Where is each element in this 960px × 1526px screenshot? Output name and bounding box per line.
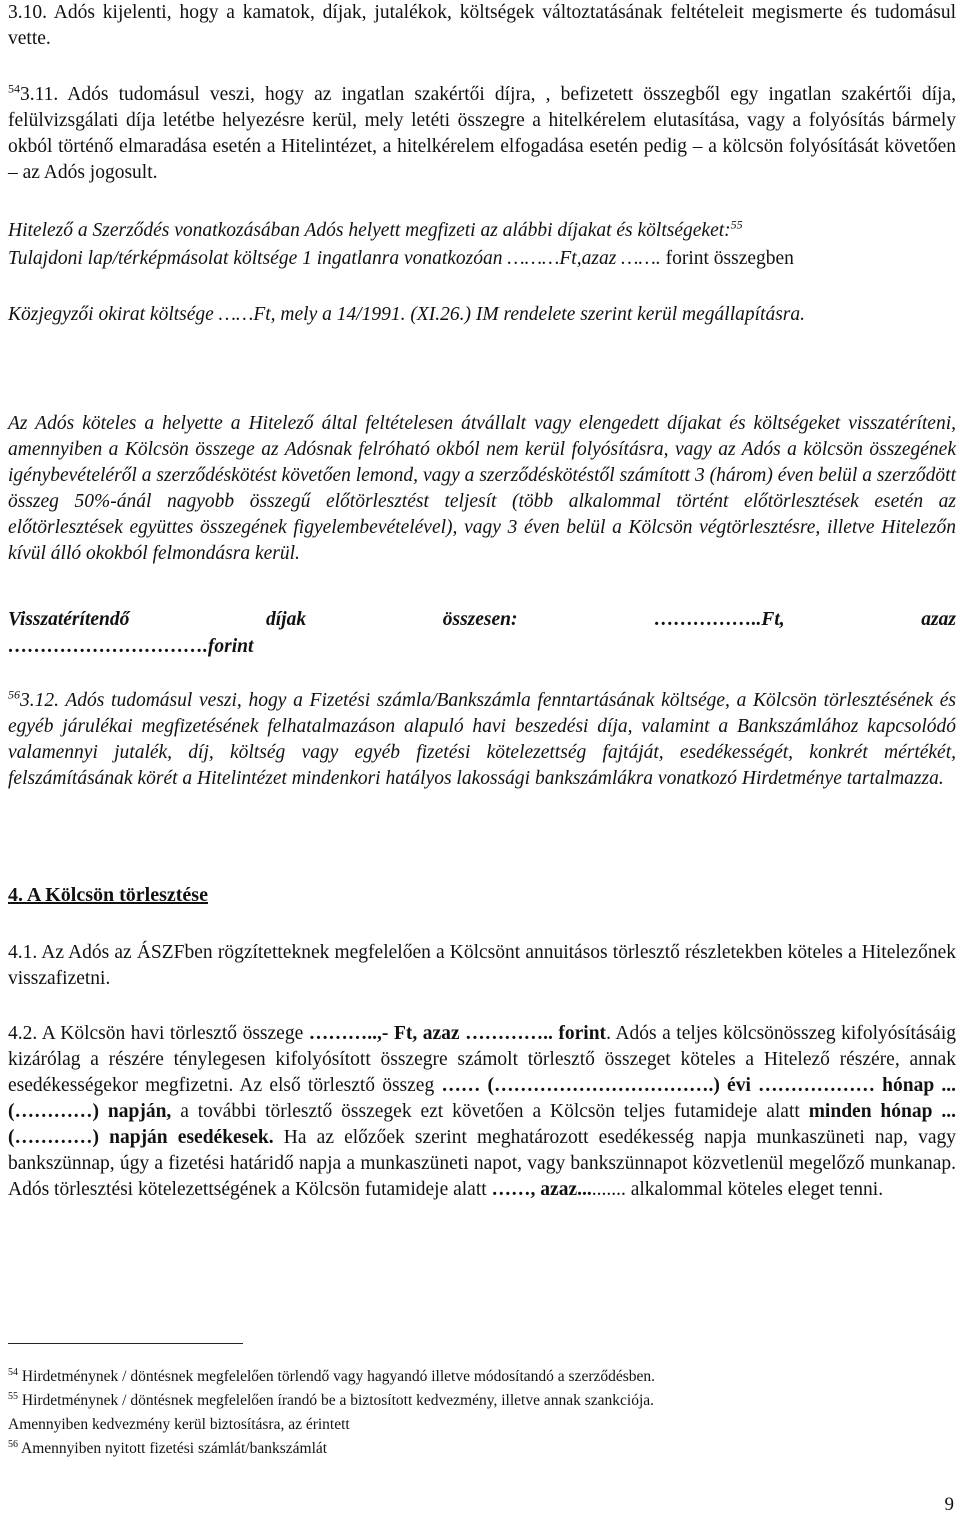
clause-3-11-text: 3.11. Adós tudomásul veszi, hogy az ingatlan szakértői díjra, , befizetett összegből egy ingatlan szakértői díja, felülvizsgálati díja letétbe helyezésre kerül, mely letéti összegre a hitelkérelem elutasítása, vagy a folyósítás bármely okból történő elmaradása esetén a Hitelintézet, a hitelkérelem elfogadása esetén pedig – a kölcsön folyósítását követően – az Adós jogosult. [8, 84, 956, 183]
footnote-text: Amennyiben nyitott fizetési számlát/bankszámlát [21, 1440, 328, 1457]
clause-4-2 [8, 1021, 956, 1203]
footnote-divider [8, 1343, 243, 1344]
footnote-55 [8, 1390, 956, 1411]
hitelezo-intro-text: Hitelező a Szerződés vonatkozásában Adós helyett megfizeti az alábbi díjakat és költségeket: [8, 220, 731, 241]
section-heading-4: 4. A Kölcsön törlesztése [8, 884, 208, 906]
footnote-56 [8, 1438, 956, 1459]
monthly-due-day: minden hónap ... (…………) napján esedékesek. [8, 1101, 956, 1148]
footnote-ref-55: 55 [730, 217, 743, 232]
clause-3-10: 3.10. Adós kijelenti, hogy a kamatok, díjak, jutalékok, költségek változtatásának feltételeit megismerte és tudomásul vette. [8, 2, 956, 49]
hitelezo-intro [8, 218, 956, 244]
footnote-mark: 55 [8, 1390, 18, 1402]
tulajdoni-lap-text: Tulajdoni lap/térképmásolat költsége 1 ingatlanra vonatkozóan ………Ft,azaz ……. [8, 248, 661, 269]
footnote-mark: 54 [8, 1366, 18, 1378]
clause-4-2-text-4: Ha az előzőek szerint meghatározott esedékesség napja munkaszüneti nap, vagy bankszünnap, úgy a fizetési határidő napja a munkaszüneti napot, vagy bankszünnapot közvetlenül megelőző munkanap. Adós törlesztési kötelezettségének a Kölcsön futamideje alatt [8, 1127, 956, 1200]
clause-4-2-text-3: a további törlesztő összegek ezt követően a Kölcsön teljes futamideje alatt [171, 1101, 809, 1122]
first-installment-date: …… (…………………………….) évi ……………… hónap ... (…………) napján, [8, 1075, 956, 1122]
visszateritendo-dijak-forint: ………………………….forint [8, 636, 254, 657]
footnote-ref-56: 56 [8, 687, 20, 702]
footnote-54 [8, 1366, 956, 1387]
clause-3-12-text: 3.12. Adós tudomásul veszi, hogy a Fizetési számla/Bankszámla fenntartásának költsége, a Kölcsön törlesztésének és egyéb járulékai megfizetésének felhatalmazáson alapuló havi beszedési díja, valamint a Bankszámlához kapcsolódó valamennyi jutalék, díj, költség vagy egyéb fizetési kötelezettség fajtáját, esedékességét, konkrét mértékét, felszámításának körét a Hitelintézet mindenkori hatályos lakossági bankszámlákra vonatkozó Hirdetménye tartalmazza. [8, 690, 956, 789]
clause-4-2-text-5: ....... alkalommal köteles eleget tenni. [591, 1179, 884, 1200]
clause-3-12 [8, 688, 956, 792]
clause-4-2-text-1: 4.2. A Kölcsön havi törlesztő összege [8, 1023, 309, 1044]
footnote-text: Hirdetménynek / döntésnek megfelelően törlendő vagy hagyandó illetve módosítandó a szerződésben. [21, 1368, 656, 1385]
tulajdoni-lap-line [8, 246, 956, 272]
monthly-installment-amount: ………..,- Ft, azaz ………….. forint [308, 1023, 607, 1044]
installment-count: ……, azaz... [491, 1179, 592, 1200]
footnote-55-continued [8, 1414, 956, 1435]
tulajdoni-lap-suffix: forint összegben [660, 248, 794, 269]
footnote-text: Amennyiben kedvezmény kerül biztosításra, az érintett [8, 1416, 350, 1433]
footnote-mark: 56 [8, 1438, 18, 1450]
ados-koteles-paragraph: Az Adós köteles a helyette a Hitelező által feltételesen átvállalt vagy elengedett díjakat és költségeket visszatéríteni, amennyiben a Kölcsön összege az Adósnak felróható okból nem kerül folyósításra, vagy az Adós a kölcsön összegének igénybevételéről a szerződéskötést követően lemond, vagy a szerződéskötéstől számított 3 (három) éven belül a szerződött összeg 50%-ánál nagyobb összegű előtörlesztést teljesít (több alkalommal történt előtörlesztések esetén az előtörlesztések együttes összegének figyelembevételével), vagy 3 éven belül a Kölcsön végtörlesztésre, illetve Hitelezőn kívül álló okokból felmondásra kerül. [8, 413, 956, 564]
clause-4-2-text-2: . Adós a teljes kölcsönösszeg kifolyósításáig kizárólag a részére ténylegesen kifolyósított összegre számolt törlesztő összeget köteles a Hitelező részére, annak esedékességekor megfizetni. Az első törlesztő összeg [8, 1023, 957, 1096]
page-number: 9 [944, 1494, 954, 1515]
kozjegyzoi-okirat: Közjegyzői okirat költsége ……Ft, mely a 14/1991. (XI.26.) IM rendelete szerint kerül megállapításra. [8, 304, 806, 325]
clause-4-1: 4.1. Az Adós az ÁSZFben rögzítetteknek megfelelően a Kölcsönt annuitásos törlesztő részletekben köteles a Hitelezőnek visszafizetni. [8, 942, 956, 989]
footnote-ref-54: 54 [8, 81, 20, 96]
footnote-text: Hirdetménynek / döntésnek megfelelően írandó be a biztosított kedvezmény, illetve annak szankciója. [21, 1392, 654, 1409]
visszateritendo-dijak: Visszatérítendő díjak összesen: ……………..Ft, azaz [8, 609, 956, 630]
clause-3-11 [8, 82, 956, 186]
